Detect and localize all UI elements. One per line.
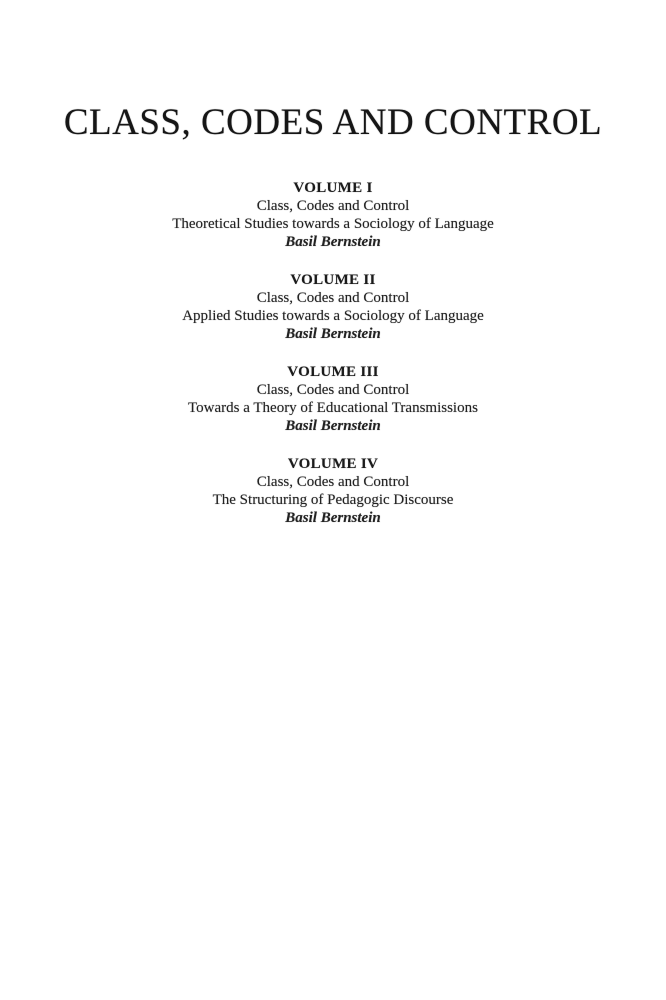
volume-1-subtitle: Theoretical Studies towards a Sociology of Language	[172, 216, 494, 232]
volume-2-subtitle: Applied Studies towards a Sociology of Language	[182, 308, 484, 324]
volume-list	[0, 179, 666, 527]
volume-2-author: Basil Bernstein	[285, 326, 381, 342]
volume-3-series: Class, Codes and Control	[256, 382, 410, 398]
volume-4-series: Class, Codes and Control	[256, 474, 410, 490]
volume-3-subtitle: Towards a Theory of Educational Transmissions	[188, 400, 478, 416]
volume-2-series: Class, Codes and Control	[256, 290, 410, 306]
volume-block-3	[0, 363, 666, 435]
volume-4-author: Basil Bernstein	[285, 510, 381, 526]
volume-block-4	[0, 455, 666, 527]
volume-1-heading: VOLUME I	[293, 180, 373, 196]
volume-4-subtitle: The Structuring of Pedagogic Discourse	[212, 492, 454, 508]
volume-block-2	[0, 271, 666, 343]
volume-2-heading: VOLUME II	[290, 272, 376, 288]
volume-3-heading: VOLUME III	[287, 364, 379, 380]
volume-4-heading: VOLUME IV	[287, 456, 379, 472]
volume-1-author: Basil Bernstein	[285, 234, 381, 250]
volume-1-series: Class, Codes and Control	[256, 198, 410, 214]
book-title: CLASS, CODES AND CONTROL	[63, 102, 603, 143]
volume-block-1	[0, 179, 666, 251]
volume-3-author: Basil Bernstein	[285, 418, 381, 434]
